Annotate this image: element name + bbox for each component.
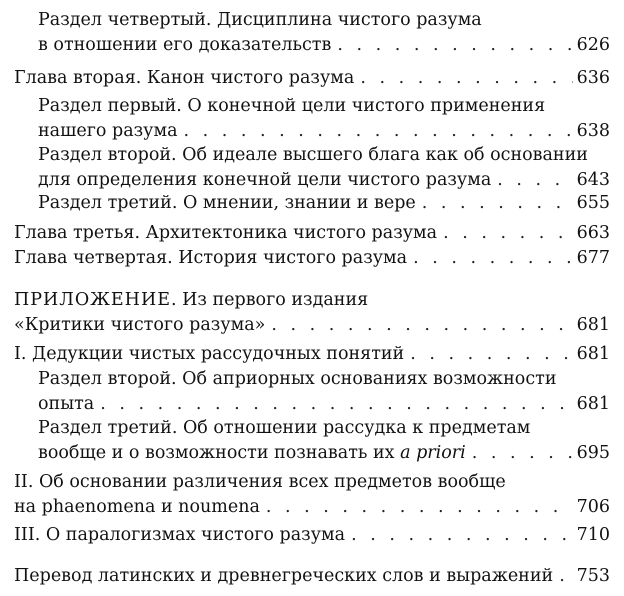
toc-entry[interactable] [14, 246, 610, 271]
toc-entry-appendix[interactable] [14, 288, 610, 338]
toc-entry[interactable] [14, 342, 610, 367]
toc-entry-text: в отношении его доказательств [38, 35, 332, 55]
toc-page-number: 638 [576, 121, 610, 141]
leader-dots [413, 246, 573, 271]
toc-page-number: 695 [576, 443, 610, 463]
appendix-label: ПРИЛОЖЕНИЕ [14, 290, 171, 310]
toc-entry-text: II. Об основании различения всех предметов вообще [14, 472, 506, 492]
toc-page-number: 655 [576, 193, 610, 213]
toc-entry-text: Перевод латинских и древнегреческих слов и выражений [14, 566, 554, 586]
leader-dots [443, 221, 573, 246]
toc-entry-text: опыта [38, 394, 95, 414]
toc-entry-text: на phaenomena и noumena [14, 497, 260, 517]
leader-dots [410, 342, 572, 367]
toc-page-number: 677 [576, 248, 610, 268]
toc-page-number: 681 [576, 394, 610, 414]
toc-entry[interactable] [14, 564, 610, 589]
toc-entry[interactable] [38, 94, 610, 144]
leader-dots [266, 495, 573, 520]
toc-page-number: 753 [576, 566, 610, 586]
toc-entry[interactable] [14, 523, 610, 548]
toc-page-number: 636 [576, 68, 610, 88]
toc-entry-text: для определения конечной цели чистого разума [38, 170, 492, 190]
toc-page-number: 706 [576, 497, 610, 517]
toc-entry-text: Раздел первый. О конечной цели чистого применения [38, 96, 546, 116]
toc-entry-text: . Из первого издания [170, 290, 369, 310]
toc-entry-italic: a priori [400, 443, 466, 463]
leader-dots [497, 168, 572, 193]
toc-entry-text: Раздел второй. Об априорных основаниях возможности [38, 369, 557, 389]
leader-dots [422, 191, 573, 216]
toc-entry-text: Раздел третий. Об отношении рассудка к предметам [38, 418, 531, 438]
leader-dots [351, 523, 573, 548]
toc-page-number: 681 [576, 315, 610, 335]
toc-page-number: 710 [576, 525, 610, 545]
leader-dots [184, 119, 573, 144]
toc-page-number: 626 [576, 35, 610, 55]
toc-entry-text: вообще и о возможности познавать их [38, 443, 395, 463]
toc-entry[interactable] [38, 8, 610, 58]
toc-entry-text: Раздел четвертый. Дисциплина чистого разума [38, 10, 482, 30]
toc-page-number: 643 [576, 170, 610, 190]
toc-page-number: 681 [576, 344, 610, 364]
toc-entry[interactable] [14, 470, 610, 520]
toc-entry-text: Раздел третий. О мнении, знании и вере [38, 193, 416, 213]
toc-entry-text: III. О паралогизмах чистого разума [14, 525, 346, 545]
toc-entry[interactable] [38, 416, 610, 466]
toc-entry-text: Глава третья. Архитектоника чистого разума [14, 223, 438, 243]
leader-dots [100, 392, 572, 417]
toc-entry[interactable] [14, 221, 610, 246]
toc-entry-text: Глава четвертая. История чистого разума [14, 248, 408, 268]
leader-dots [472, 441, 573, 466]
toc-entry-text: I. Дедукции чистых рассудочных понятий [14, 344, 405, 364]
leader-dots [337, 33, 572, 58]
toc-page-number: 663 [576, 223, 610, 243]
toc-entry-text: Раздел второй. Об идеале высшего блага как об основании [38, 145, 588, 165]
toc-entry-text: «Критики чистого разума» [14, 315, 266, 335]
toc-entry-text: нашего разума [38, 121, 178, 141]
toc-entry[interactable] [38, 143, 610, 193]
toc-entry-text: Глава вторая. Канон чистого разума [14, 68, 355, 88]
toc-entry[interactable] [14, 66, 610, 91]
leader-dots [360, 66, 572, 91]
toc-entry[interactable] [38, 191, 610, 216]
leader-dots [271, 313, 572, 338]
toc-entry[interactable] [38, 367, 610, 417]
leader-dots [559, 564, 572, 589]
